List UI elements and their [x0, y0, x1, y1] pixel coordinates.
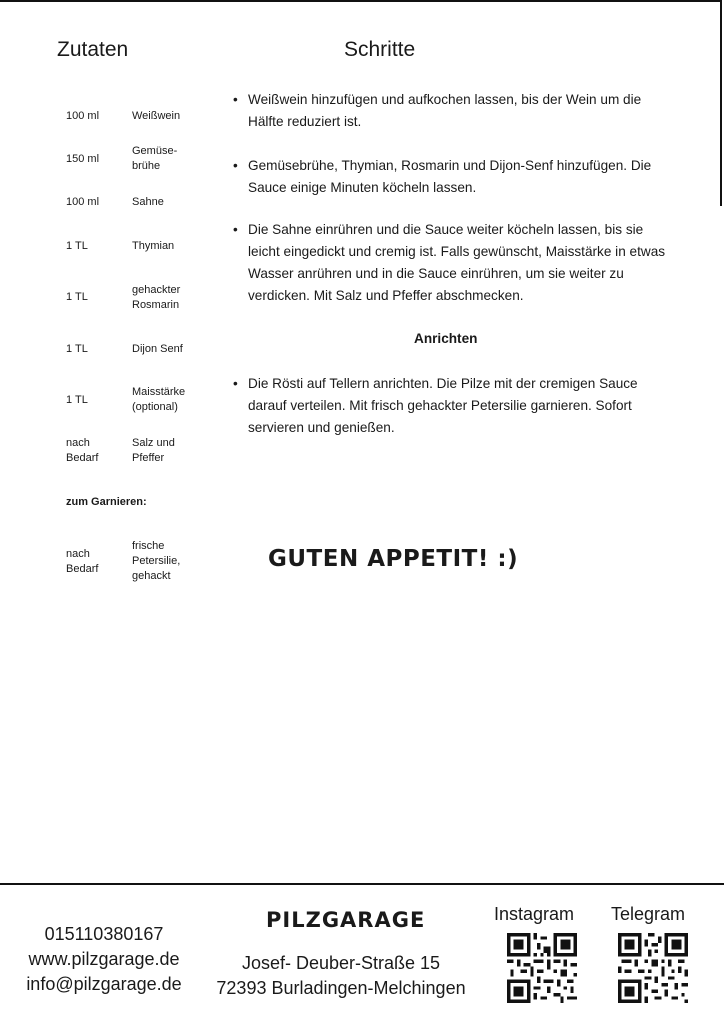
instagram-qr-code-icon[interactable] — [507, 933, 577, 1003]
telegram-qr-code-icon[interactable] — [618, 933, 688, 1003]
step-item — [233, 155, 678, 199]
bullet: • — [233, 158, 238, 173]
ingredient-amount: 1 TL — [66, 394, 88, 406]
step-text: Weißwein hinzufügen und aufkochen lassen, bis der Wein um die Hälfte reduziert ist. — [248, 92, 642, 129]
page-border-top — [0, 0, 720, 2]
bullet: • — [233, 222, 238, 237]
ingredient-amount: 1 TL — [66, 240, 88, 252]
footer-website-link[interactable]: www.pilzgarage.de — [28, 949, 180, 969]
footer-divider — [0, 883, 724, 885]
garnish-heading: zum Garnieren: — [66, 496, 147, 508]
ingredient-name: gehackter Rosmarin — [132, 284, 181, 311]
ingredient-name: Salz und Pfeffer — [132, 437, 175, 464]
instagram-label: Instagram — [494, 904, 575, 924]
telegram-label: Telegram — [611, 904, 686, 924]
ingredient-amount: 150 ml — [66, 153, 100, 165]
bullet: • — [233, 92, 238, 107]
ingredient-name: Sahne — [132, 196, 164, 208]
ingredient-name: Dijon Senf — [132, 343, 183, 355]
bullet: • — [233, 376, 238, 391]
step-item — [233, 373, 678, 439]
ingredient-amount: 1 TL — [66, 343, 88, 355]
brand-name: PILZGARAGE — [266, 908, 426, 932]
closing-message: GUTEN APPETIT! :) — [268, 546, 519, 572]
ingredient-name: Maisstärke (optional) — [132, 386, 186, 413]
ingredient-name: Thymian — [132, 240, 175, 252]
step-text: Die Sahne einrühren und die Sauce weiter köcheln lassen, bis sie leicht eingedickt und cremig ist. Falls gewünscht, Maisstärke in etwas Wasser anrühren und in die Sauce einrühren, um sie weiter zu verdicken. Mit Salz und Pfeffer abschmecken. — [248, 222, 666, 303]
ingredient-name: Gemüse- brühe — [132, 145, 178, 172]
footer-phone[interactable]: 015110380167 — [44, 924, 164, 944]
step-item — [233, 89, 678, 133]
footer-street: Josef- Deuber-Straße 15 — [241, 953, 441, 973]
steps-heading: Schritte — [344, 38, 416, 61]
ingredient-amount: nach Bedarf — [66, 548, 99, 575]
ingredients-heading: Zutaten — [57, 38, 129, 61]
ingredient-amount: 1 TL — [66, 291, 88, 303]
step-text: Gemüsebrühe, Thymian, Rosmarin und Dijon-Senf hinzufügen. Die Sauce einige Minuten köcheln lassen. — [248, 158, 652, 195]
serving-heading: Anrichten — [414, 331, 478, 346]
ingredient-name: frische Petersilie, gehackt — [132, 540, 181, 582]
ingredient-amount: 100 ml — [66, 196, 100, 208]
ingredient-amount: nach Bedarf — [66, 437, 99, 464]
ingredient-amount: 100 ml — [66, 110, 100, 122]
step-text: Die Rösti auf Tellern anrichten. Die Pilze mit der cremigen Sauce darauf verteilen. Mit frisch gehackter Petersilie garnieren. Sofort servieren und genießen. — [248, 376, 638, 435]
page-border-right — [720, 0, 722, 206]
ingredient-name: Weißwein — [132, 110, 181, 122]
footer-email-link[interactable]: info@pilzgarage.de — [26, 974, 182, 994]
step-item — [233, 219, 678, 307]
footer-city: 72393 Burladingen-Melchingen — [216, 978, 466, 998]
